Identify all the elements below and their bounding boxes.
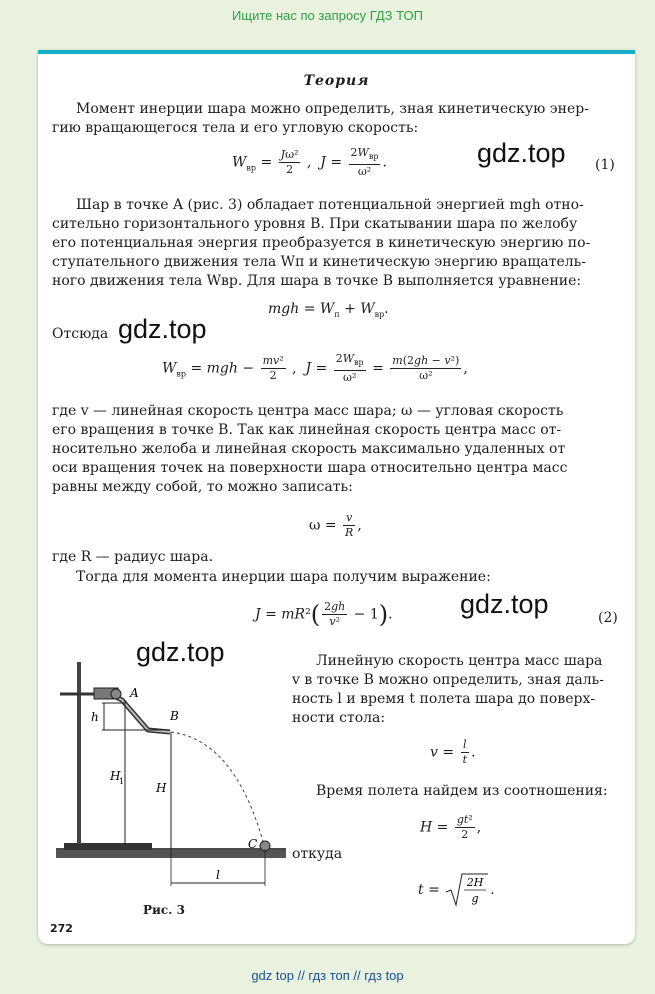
label-h1: H: [110, 769, 121, 783]
paragraph-line: Линейную скорость центра масс шара: [316, 653, 603, 669]
figure-3: [50, 660, 290, 900]
equation-number: (1): [595, 157, 615, 173]
trajectory: [171, 732, 264, 845]
label-h: h: [91, 710, 99, 724]
paragraph-line: Время полета найдем из соотношения:: [316, 783, 608, 799]
rotational-energy-equation: $W_{вр}$ = mgh − $\frac{\text{mv²}}{2}$ , J = $\frac{2W_{вр}}{\text{ω²}}$ = $\frac{\text{m(2gh − v²)}}{\text{ω²}}$ ,: [162, 352, 468, 385]
time-equation: t = 2H g .: [418, 872, 495, 908]
paragraph-line: носительно желоба и линейная скорость максимально удаленных от: [52, 441, 566, 457]
paragraph-line: его вращения в точке B. Так как линейная скорость центра масс от-: [52, 422, 562, 438]
label-l: l: [216, 868, 220, 882]
label-a: A: [130, 686, 139, 700]
paragraph-line: ного движения тела Wвр. Для шара в точке B выполняется уравнение:: [52, 273, 582, 289]
otsyuda-text: Отсюда: [52, 326, 109, 342]
watermark: gdz.top: [136, 637, 225, 667]
paragraph-line: ность l и время t полета шара до поверх-: [292, 691, 596, 707]
equation-number: (2): [598, 610, 618, 626]
paragraph-line: его потенциальная энергия преобразуется в кинетическую энергию по-: [52, 235, 591, 251]
label-b: B: [170, 709, 179, 723]
paragraph-line: v в точке B можно определить, зная даль-: [292, 672, 604, 688]
top-banner[interactable]: Ищите нас по запросу ГДЗ ТОП: [232, 8, 423, 23]
paragraph-line: где v — линейная скорость центра масс шара; ω — угловая скорость: [52, 403, 564, 419]
paragraph-line: Момент инерции шара можно определить, зная кинетическую энер-: [76, 101, 589, 117]
section-heading: Теория: [303, 73, 370, 89]
footer-links[interactable]: gdz top // гдз топ // гдз top: [251, 968, 404, 983]
label-h-big: H: [156, 781, 167, 795]
label-h1-subscript: 1: [119, 777, 125, 786]
figure-caption: Рис. 3: [143, 903, 185, 917]
sqrt-sign: [444, 872, 490, 908]
label-c: C: [248, 837, 258, 851]
paragraph-line: где R — радиус шара.: [52, 549, 214, 565]
stand-base: [64, 843, 152, 850]
stand-rod: [77, 662, 81, 844]
paragraph-line: Шар в точке A (рис. 3) обладает потенциальной энергией mgh отно-: [76, 197, 584, 213]
page-number: 272: [50, 922, 73, 935]
velocity-equation: v = $\frac{l}{t}$ .: [430, 738, 476, 766]
svg-text:2H: 2H: [466, 876, 484, 889]
height-equation: H = $\frac{\text{gt²}}{2}$ ,: [420, 813, 482, 841]
paragraph-line: равны между собой, то можно записать:: [52, 479, 353, 495]
otkuda-text: откуда: [292, 846, 343, 862]
energy-equation: mgh = $W_п + W_{вр}$.: [268, 301, 389, 319]
paragraph-line: оси вращения точек на поверхности шара относительно центра масс: [52, 460, 568, 476]
svg-text:g: g: [471, 892, 479, 905]
paragraph-line: Тогда для момента инерции шара получим выражение:: [76, 569, 491, 585]
ball-a-icon: [111, 689, 121, 699]
equation-2: J = mR²( $\frac{2gh}{\text{v²}}$ − 1).: [255, 600, 393, 629]
equation-1: $W_{вр}$ = $\frac{\text{Jω²}}{2}$ , J = $\frac{2W_{вр}}{\text{ω²}}$ .: [232, 146, 387, 179]
watermark: gdz.top: [477, 138, 566, 168]
paragraph-line: гию вращающегося тела и его угловую скорость:: [52, 120, 419, 136]
paragraph-line: ступательного движения тела Wп и кинетическую энергию вращатель-: [52, 254, 586, 270]
watermark: gdz.top: [118, 314, 207, 344]
watermark: gdz.top: [460, 589, 549, 619]
paragraph-line: сительно горизонтального уровня B. При скатывании шара по желобу: [52, 216, 578, 232]
omega-equation: ω = $\frac{v}{R}$ ,: [309, 511, 362, 539]
paragraph-line: ности стола:: [292, 710, 386, 726]
